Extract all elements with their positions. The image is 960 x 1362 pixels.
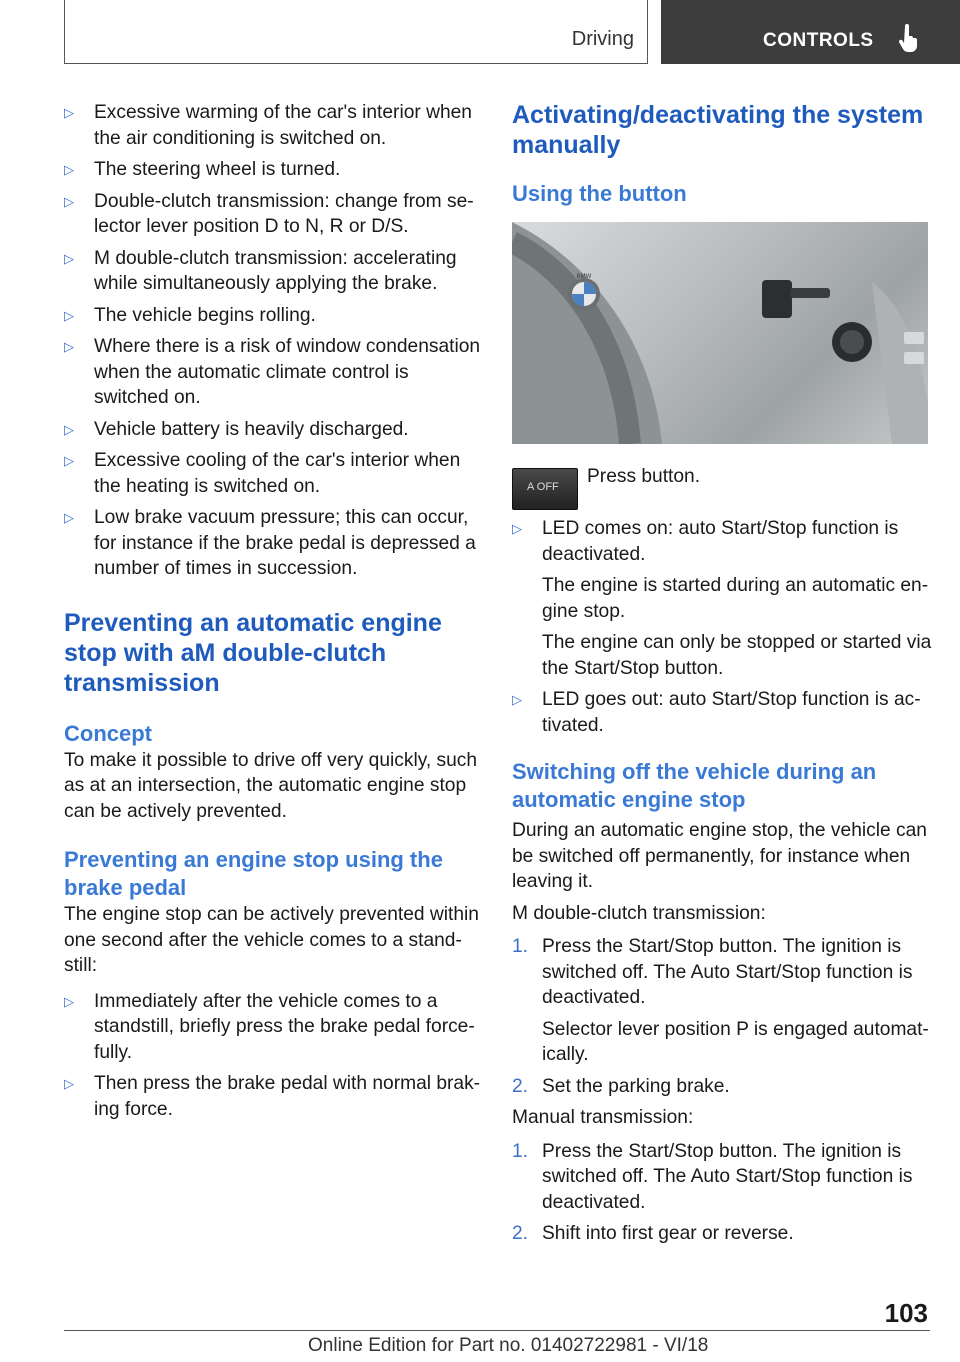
numbered-step: 1. Press the Start/Stop button. The ignition is switched off. The Auto Start/Stop function is deactivated. Selector lever position P is engaged automat‐ically. <box>512 936 929 1065</box>
list-item: ▷ The vehicle begins rolling. <box>64 303 484 329</box>
brake-text: The engine stop can be actively prevented within one second after the vehicle comes to a stand‐still: <box>64 904 479 976</box>
header-section-title: Driving <box>571 28 634 50</box>
manual-label: Manual transmission: <box>512 1107 694 1128</box>
list-item: ▷ Immediately after the vehicle comes to a standstill, briefly press the brake pedal force‐fully. <box>64 990 475 1063</box>
list-item: ▷ The steering wheel is turned. <box>64 157 484 183</box>
header-chapter-tab <box>661 0 960 64</box>
page-number: 103 <box>884 1298 928 1328</box>
numbered-step: 1. Press the Start/Stop button. The ignition is switched off. The Auto Start/Stop function is deactivated. <box>512 1140 913 1213</box>
footer-divider <box>64 1330 930 1331</box>
triangle-bullet-icon: ▷ <box>64 250 74 266</box>
triangle-bullet-icon: ▷ <box>64 421 74 437</box>
press-button-text: Press button. <box>587 466 701 487</box>
photo-logo-text: BMW <box>576 274 592 280</box>
list-item: ▷ M double-clutch transmission: accelerating while simultaneously applying the brake. <box>64 247 457 294</box>
list-item: ▷ Excessive cooling of the car's interior when the heating is switched on. <box>64 450 461 497</box>
list-item: ▷ Where there is a risk of window condensation when the automatic climate control is switched on. <box>64 336 481 408</box>
subheading-switch-off: Switching off the vehicle during an automatic engine stop <box>512 759 877 812</box>
triangle-bullet-icon: ▷ <box>64 193 74 209</box>
subheading-concept: Concept <box>64 720 152 746</box>
triangle-bullet-icon: ▷ <box>64 510 74 525</box>
page-header <box>0 0 960 66</box>
triangle-bullet-icon: ▷ <box>64 453 74 468</box>
conditions-list <box>64 100 484 582</box>
subheading-brake-pedal: Preventing an engine stop using the brake pedal <box>64 847 443 900</box>
triangle-bullet-icon: ▷ <box>64 307 74 323</box>
right-column <box>512 100 932 1253</box>
triangle-bullet-icon: ▷ <box>64 162 74 177</box>
mdct-label: M double-clutch transmission: <box>512 902 766 924</box>
footer-edition: Online Edition for Part no. 01402722981 - VI/18 <box>308 1335 709 1356</box>
left-column <box>64 100 484 1128</box>
numbered-step: 2. Shift into first gear or reverse. <box>512 1223 794 1244</box>
triangle-bullet-icon: ▷ <box>64 339 74 354</box>
triangle-bullet-icon: ▷ <box>64 105 74 120</box>
triangle-bullet-icon: ▷ <box>64 993 74 1009</box>
list-item: ▷ Then press the brake pedal with normal brak‐ing force. <box>64 1073 481 1120</box>
list-item: ▷ Vehicle battery is heavily discharged. <box>64 417 484 443</box>
pointing-hand-icon <box>897 24 919 52</box>
steering-wheel-photo <box>512 222 928 444</box>
section-heading-manual: Activating/deactivating the system manually <box>512 101 924 159</box>
list-item: ▷ Excessive warming of the car's interior when the air conditioning is switched on. <box>64 102 472 149</box>
triangle-bullet-icon: ▷ <box>512 521 522 536</box>
triangle-bullet-icon: ▷ <box>64 1076 74 1091</box>
numbered-step: 2. Set the parking brake. <box>512 1075 730 1097</box>
auto-start-stop-button-image <box>512 468 578 510</box>
switch-off-text: During an automatic engine stop, the vehicle can be switched off permanently, for instance when leaving it. <box>512 820 927 892</box>
header-frame <box>64 0 648 64</box>
button-row <box>512 464 932 510</box>
list-item: ▷ LED goes out: auto Start/Stop function is ac‐tivated. <box>512 689 921 736</box>
triangle-bullet-icon: ▷ <box>512 692 522 707</box>
section-heading-prevent-stop: Preventing an automatic engine stop with aM double-clutch transmission <box>64 608 442 697</box>
list-item: ▷ Low brake vacuum pressure; this can occur, for instance if the brake pedal is depressed a number of times in succession. <box>64 507 476 579</box>
subheading-using-button: Using the button <box>512 181 687 206</box>
list-item: ▷ LED comes on: auto Start/Stop function is deactivated. The engine is started during an automatic en‐gine stop. The engine can only be stopped or started via the Start/Stop button. <box>512 518 932 679</box>
header-chapter-label: CONTROLS <box>763 30 874 51</box>
concept-text: To make it possible to drive off very quickly, such as at an intersection, the automatic engine stop can be actively prevented. <box>64 749 478 822</box>
steering-wheel-illustration <box>512 222 928 444</box>
brake-steps-list <box>64 989 484 1123</box>
button-image-label: A OFF <box>527 481 559 493</box>
list-item: ▷ Double-clutch transmission: change from se‐lector lever position D to N, R or D/S. <box>64 190 474 237</box>
